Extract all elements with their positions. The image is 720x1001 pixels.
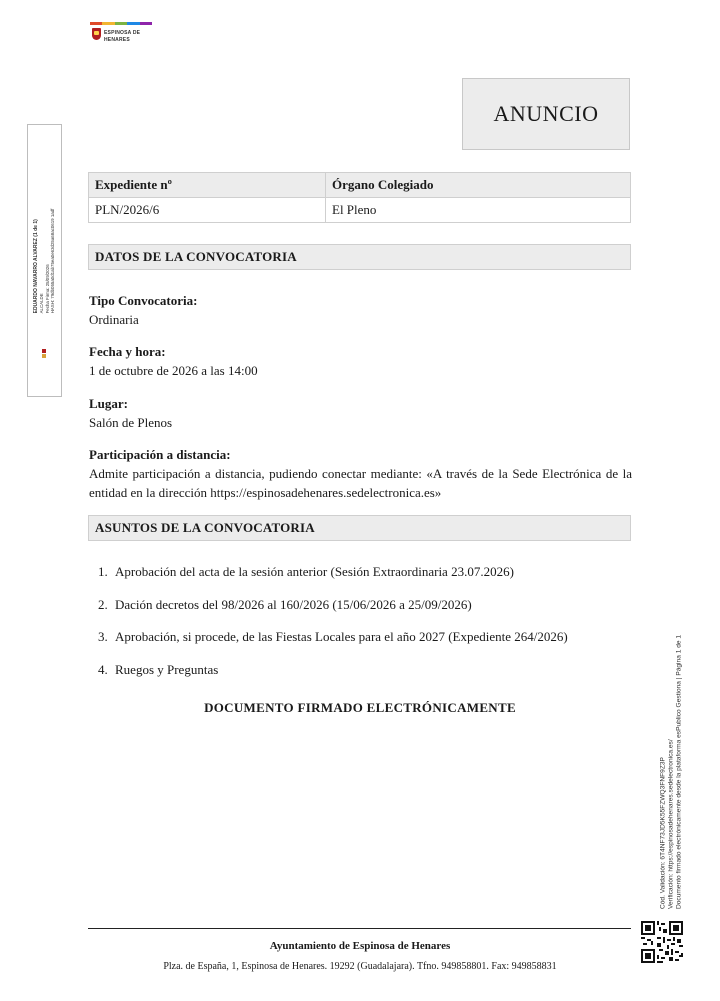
validation-code: Cód. Validación: 6T4NF73JD5K55FZWQ3FNF9Z3P: [659, 757, 667, 910]
item-text: Aprobación, si procede, de las Fiestas Locales para el año 2027 (Expediente 264/2026): [115, 629, 568, 644]
signature-text: [34, 208, 56, 313]
table-header-row: [89, 173, 631, 198]
item-text: Dación decretos del 98/2026 al 160/2026 (15/06/2026 a 25/09/2026): [115, 597, 472, 612]
item-text: Aprobación del acta de la sesión anterior (Sesión Extraordinaria 23.07.2026): [115, 564, 514, 579]
signature-date: Fecha Firma: 25/09/2026: [44, 263, 50, 313]
table-row: [89, 198, 631, 223]
fecha-label: Fecha y hora:: [89, 344, 166, 359]
asuntos-heading: ASUNTOS DE LA CONVOCATORIA: [88, 515, 631, 541]
lugar-label: Lugar:: [89, 396, 128, 411]
signature-mini-logo: [40, 348, 50, 374]
verification-url[interactable]: Verificación: https://espinosadehenares.sedelectronica.es/: [667, 739, 675, 910]
participacion-label: Participación a distancia:: [89, 447, 231, 462]
fecha-value: 1 de octubre de 2026 a las 14:00: [89, 363, 258, 378]
organo-header: Órgano Colegiado: [326, 173, 631, 198]
organo-value: El Pleno: [326, 198, 631, 223]
logo-text-line1: ESPINOSA DE: [104, 30, 141, 36]
signer-role: ALCALDE: [39, 292, 45, 313]
item-number: 4.: [98, 662, 108, 677]
item-number: 2.: [98, 597, 108, 612]
municipal-logo: [88, 18, 158, 54]
signer-name: EDUARDO NAVARRO ALVAREZ (1 de 1): [32, 218, 39, 313]
list-item: [98, 629, 568, 645]
item-text: Ruegos y Preguntas: [115, 662, 219, 677]
footer-address: Plza. de España, 1, Espinosa de Henares. 19292 (Guadalajara). Tfno. 949858801. Fax: 949858831: [163, 961, 557, 972]
datos-heading: DATOS DE LA CONVOCATORIA: [88, 244, 631, 270]
item-number: 3.: [98, 629, 108, 644]
signed-note: DOCUMENTO FIRMADO ELECTRÓNICAMENTE: [204, 700, 516, 715]
lugar-value: Salón de Plenos: [89, 415, 173, 430]
tipo-label: Tipo Convocatoria:: [89, 293, 198, 308]
list-item: [98, 564, 514, 580]
expediente-value: PLN/2026/6: [89, 198, 326, 223]
tipo-value: Ordinaria: [89, 312, 139, 327]
logo-text-line2: HENARES: [104, 37, 130, 43]
coat-of-arms-icon: [92, 28, 101, 40]
expediente-header: Expediente nº: [89, 173, 326, 198]
document-title: ANUNCIO: [462, 78, 630, 150]
signature-hash: HASH: 79db055a0d1ab75ea0e63d25a68ac0619 1adf: [49, 208, 55, 313]
footer-divider: [88, 928, 631, 929]
footer-organization: Ayuntamiento de Espinosa de Henares: [269, 940, 451, 952]
logo-color-strip: [90, 22, 152, 25]
list-item: [98, 662, 218, 678]
item-number: 1.: [98, 564, 108, 579]
verification-text: [660, 635, 685, 909]
expediente-table: [88, 172, 631, 223]
list-item: [98, 597, 472, 613]
participacion-value: Admite participación a distancia, pudiendo conectar mediante: «A través de la Sede Electrónica de la entidad en la dirección https://espinosadehenares.sedelectronica.es»: [89, 466, 632, 500]
platform-note: Documento firmado electrónicamente desde la plataforma esPublico Gestiona | Página 1 de 1: [676, 634, 684, 910]
